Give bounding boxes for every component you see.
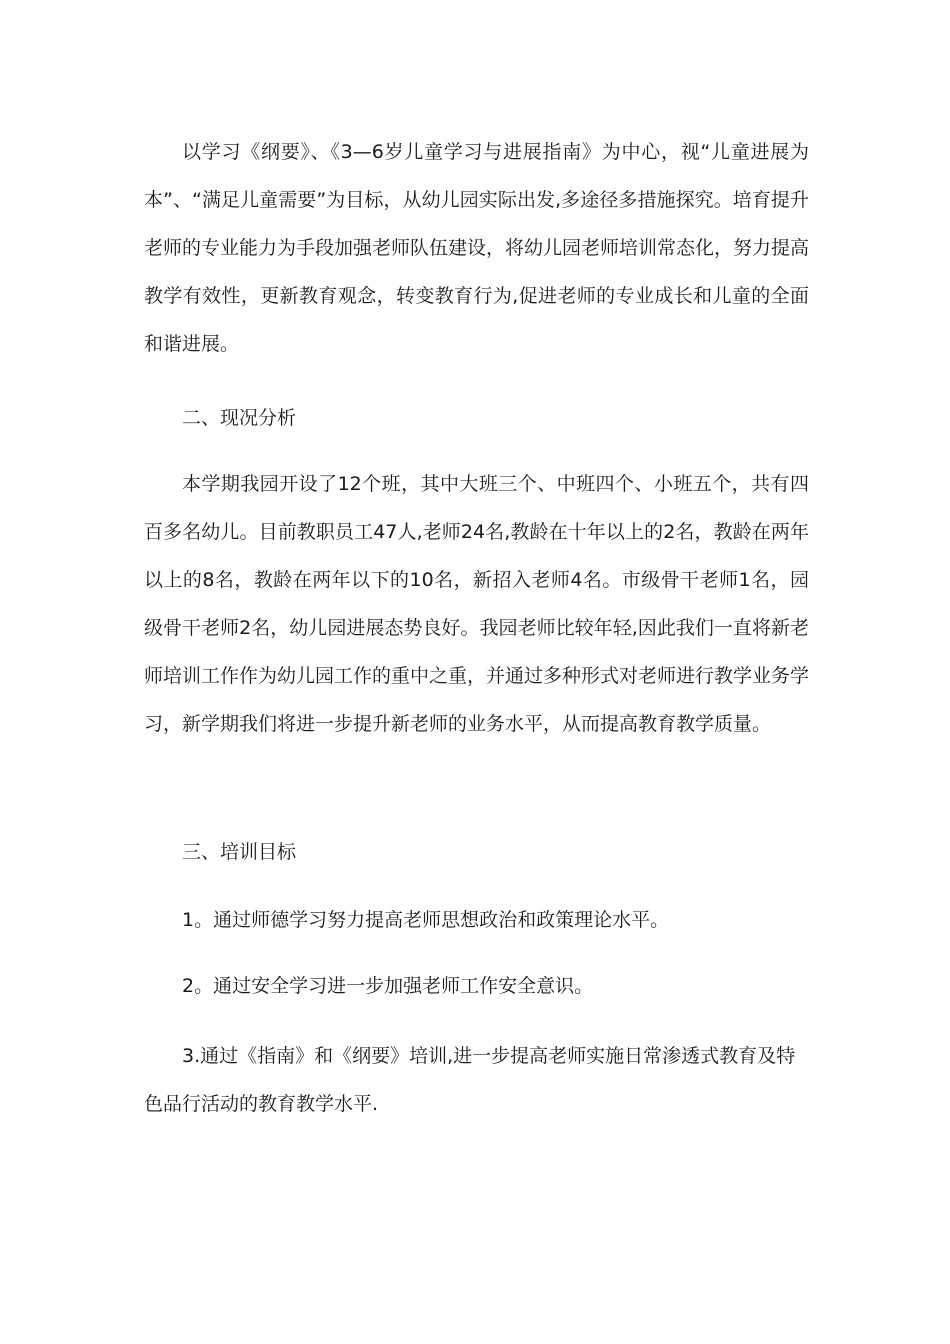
section-two-heading: 二、现况分析: [182, 407, 297, 429]
goal-item-1: 1。通过师德学习努力提高老师思想政治和政策理论水平。: [182, 909, 670, 931]
section-three-heading: 三、培训目标: [182, 841, 297, 863]
goal-item-3: 3.通过《指南》和《纲要》培训,进一步提高老师实施日常渗透式教育及特色品行活动的教育教学水平.: [144, 1045, 796, 1115]
intro-paragraph: 以学习《纲要》、《3—6岁儿童学习与进展指南》为中心，视“儿童进展为本”、“满足儿童需要”为目标，从幼儿园实际出发,多途径多措施探究。培育提升老师的专业能力为手段加强老师队伍建设，将幼儿园老师培训常态化，努力提高教学有效性，更新教育观念，转变教育行为,促进老师的专业成长和儿童的全面和谐进展。: [144, 141, 810, 355]
goal-item-2: 2。通过安全学习进一步加强老师工作安全意识。: [182, 975, 594, 997]
section-two-paragraph: 本学期我园开设了12个班，其中大班三个、中班四个、小班五个，共有四百多名幼儿。目前教职员工47人,老师24名,教龄在十年以上的2名，教龄在两年以上的8名，教龄在两年以下的10名，新招入老师4名。市级骨干老师1名，园级骨干老师2名，幼儿园进展态势良好。我园老师比较年轻,因此我们一直将新老师培训工作作为幼儿园工作的重中之重，并通过多种形式对老师进行教学业务学习，新学期我们将进一步提升新老师的业务水平，从而提高教育教学质量。: [144, 473, 810, 735]
